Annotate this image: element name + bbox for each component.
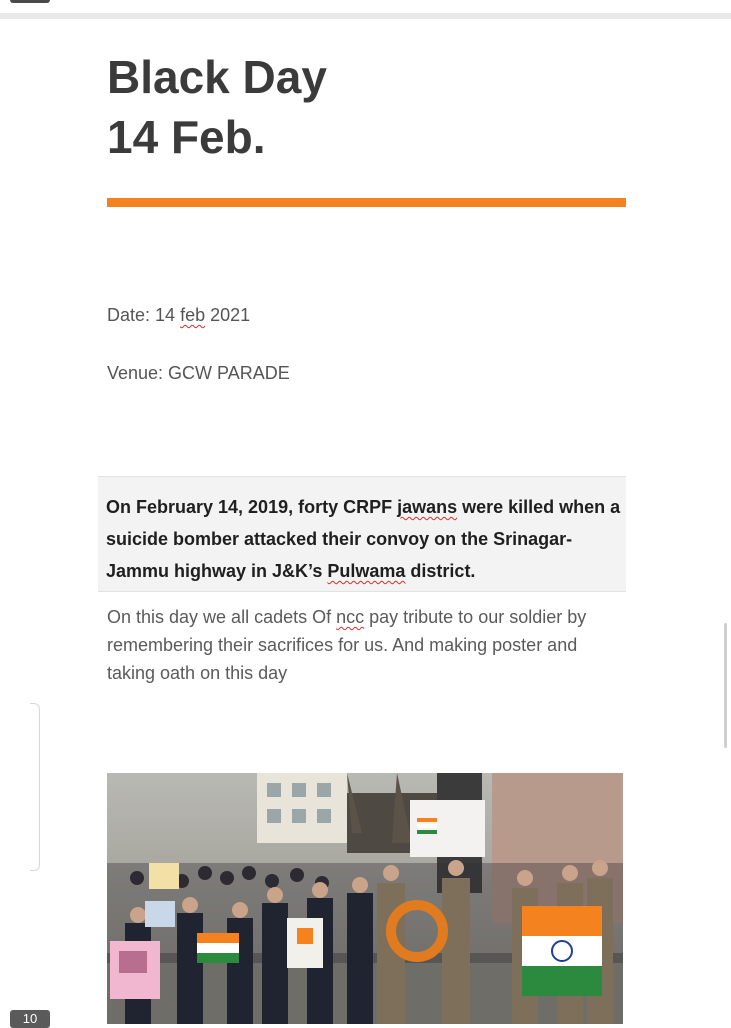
page-title — [107, 47, 327, 167]
top-tab-handle — [10, 0, 50, 3]
venue-line: Venue: GCW PARADE — [107, 363, 290, 383]
callout-misspelled-jawans[interactable]: jawans — [397, 497, 458, 517]
callout-text-part-2: were killed when a suicide bomber attacked their convoy on the Srinagar-Jammu highway in J&K’s — [106, 497, 621, 581]
date-label: Date: 14 — [107, 305, 176, 325]
callout-text-part-3: district. — [405, 561, 476, 581]
body-text-part-2: pay tribute to our soldier by remembering their sacrifices for us. And making poster and taking oath on this day — [107, 607, 587, 683]
date-line — [107, 305, 250, 326]
body-misspelled-ncc[interactable]: ncc — [336, 607, 365, 627]
date-month-misspelled[interactable]: feb — [180, 305, 206, 325]
top-bar — [0, 0, 731, 14]
group-photo-icon — [107, 773, 623, 1024]
orange-divider — [107, 198, 626, 207]
body-paragraph — [107, 603, 627, 687]
callout-text-part-1: On February 14, 2019, forty CRPF — [106, 497, 398, 517]
vertical-scrollbar[interactable] — [724, 623, 727, 748]
title-line-1: Black Day — [107, 51, 327, 103]
left-scroll-handle[interactable] — [30, 703, 40, 871]
title-line-2: 14 Feb. — [107, 111, 266, 163]
highlight-callout — [98, 476, 626, 592]
callout-text — [106, 491, 621, 587]
body-text-part-1: On this day we all cadets Of — [107, 607, 337, 627]
date-year: 2021 — [210, 305, 251, 325]
page-number-badge: 10 — [10, 1010, 50, 1028]
callout-misspelled-pulwama[interactable]: Pulwama — [327, 561, 406, 581]
cadets-tribute-photo[interactable] — [107, 773, 623, 1024]
